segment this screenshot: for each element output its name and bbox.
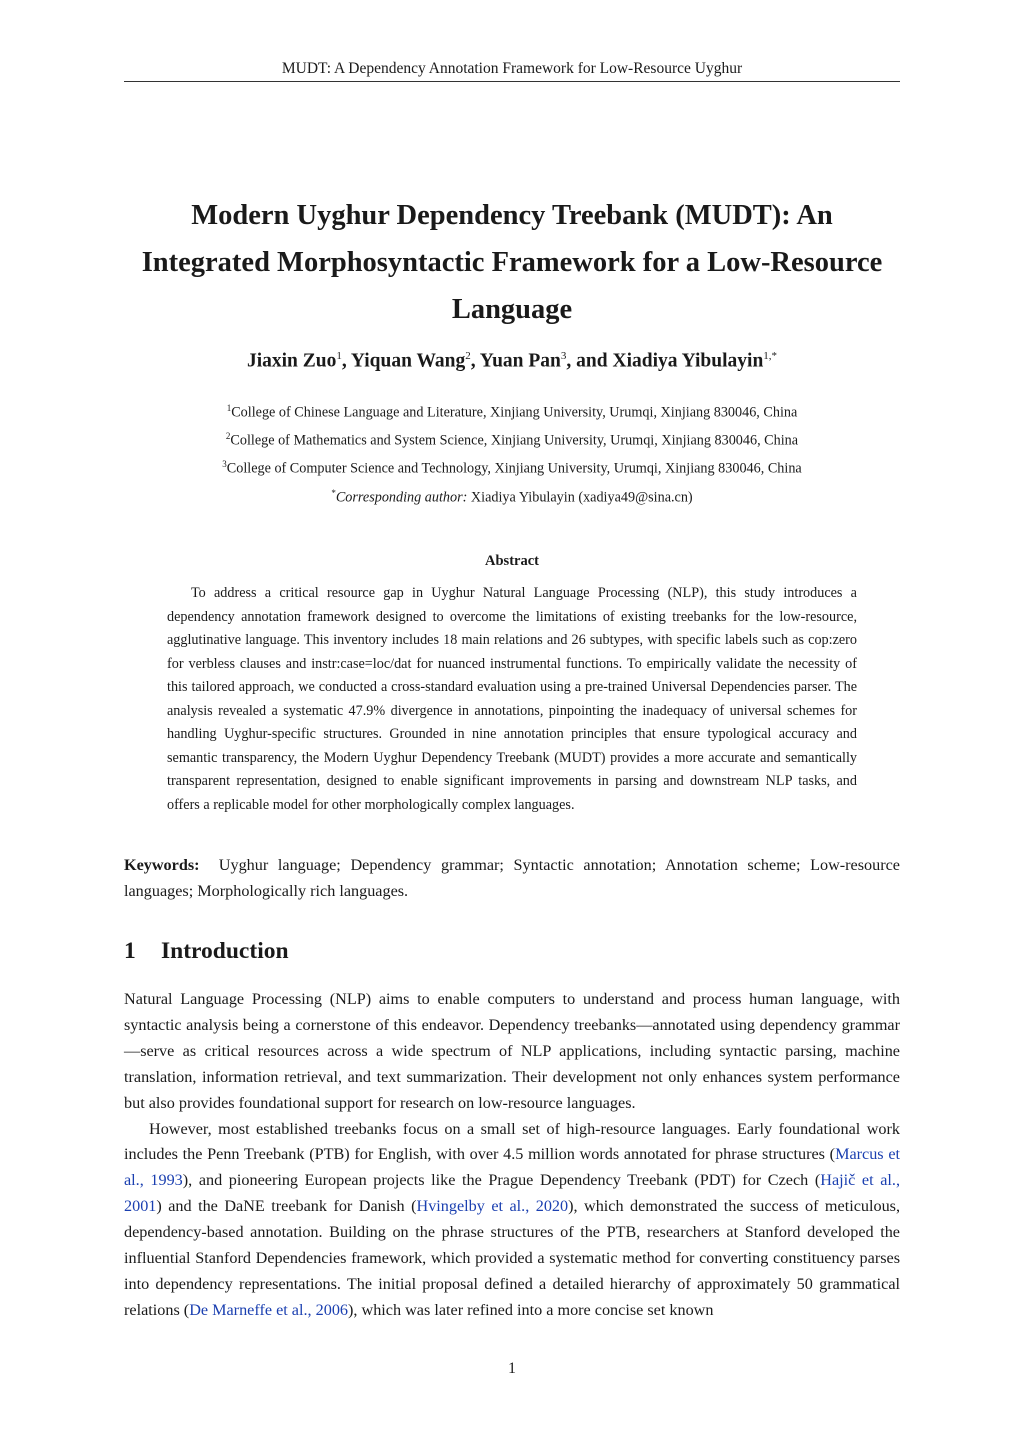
header-rule (124, 81, 900, 82)
affiliation (124, 397, 900, 425)
corresponding-mark: * (331, 487, 336, 498)
author-affil-mark: 1,* (763, 350, 778, 362)
author-affil-mark: 2 (465, 350, 471, 362)
paragraph-text: Natural Language Processing (NLP) aims to enable computers to understand and process human language, with syntactic analysis being a cornerstone of this endeavor. Dependency treebanks—annotated using dependency grammar—serve as critical resources across a wide spectrum of NLP applications, including syntactic parsing, machine translation, information retrieval, and text summarization. Their development not only enhances system performance but also provides foundational support for research on low-resource languages. (124, 990, 900, 1112)
title-line: Integrated Morphosyntactic Framework for a Low-Resource (141, 247, 883, 278)
author-name: Jiaxin Zuo (246, 350, 337, 372)
paragraph-text: ), which was later refined into a more concise set known (348, 1300, 714, 1319)
author-separator: , (470, 350, 480, 372)
page-number: 1 (508, 1360, 516, 1377)
corresponding-author (124, 482, 900, 510)
citation-link[interactable]: Hvingelby et al., 2020 (416, 1197, 569, 1216)
keywords (124, 853, 900, 904)
author-affil-mark: 3 (560, 350, 567, 362)
section-heading (124, 938, 289, 965)
citation-link[interactable]: Marcus et al., 1993 (124, 1145, 901, 1190)
citation-link[interactable]: Hajič et al., 2001 (124, 1171, 900, 1216)
section-title: Introduction (161, 938, 289, 964)
author-separator: , and (566, 350, 613, 372)
paper-title (110, 192, 914, 333)
paragraph-text: However, most established treebanks focus on a small set of high-resource languages. Early foundational work includes the Penn Treebank (PTB) for English, with over 4.5 million words annotated for phrase structures ( (124, 1119, 900, 1164)
paragraph-text: ), and pioneering European projects like the Prague Dependency Treebank (PDT) for Czech ( (182, 1171, 821, 1190)
author-separator: , (341, 350, 351, 372)
corresponding-contact: Xiadiya Yibulayin (xadiya49@sina.cn) (470, 489, 693, 506)
affiliation-mark: 2 (225, 431, 231, 442)
title-line: Language (451, 294, 573, 325)
body-paragraph (124, 1117, 900, 1324)
abstract-heading: Abstract (485, 553, 539, 569)
author-name: Xiadiya Yibulayin (612, 350, 764, 372)
affiliation (124, 425, 900, 453)
affiliation-mark: 1 (226, 403, 232, 413)
keywords-text: Uyghur language; Dependency grammar; Syntactic annotation; Annotation scheme; Low-resource languages; Morphologically rich languages. (124, 856, 900, 900)
corresponding-label: Corresponding author: (335, 489, 468, 506)
keywords-label: Keywords: (124, 856, 200, 874)
affiliation-mark: 3 (222, 459, 227, 470)
affiliation-text: College of Chinese Language and Literature, Xinjiang University, Urumqi, Xinjiang 830046, China (231, 404, 798, 421)
section-body (124, 987, 900, 1324)
author-name: Yuan Pan (479, 350, 561, 372)
abstract-body: To address a critical resource gap in Uyghur Natural Language Processing (NLP), this study introduces a dependency annotation framework designed to overcome the limitations of existing treebanks for the low-resource, agglutinative language. This inventory includes 18 main relations and 26 subtypes, with specific labels such as cop:zero for verbless clauses and instr:case=loc/dat for nuanced instrumental functions. To empirically validate the necessity of this tailored approach, we conducted a cross-standard evaluation using a pre-trained Universal Dependencies parser. The analysis revealed a systematic 47.9% divergence in annotations, pinpointing the inadequacy of universal schemes for handling Uyghur-specific structures. Grounded in nine annotation principles that ensure typological accuracy and semantic transparency, the Modern Uyghur Dependency Treebank (MUDT) provides a more accurate and semantically transparent representation, designed to enable significant improvements in parsing and downstream NLP tasks, and offers a replicable model for other morphologically complex languages. (167, 585, 857, 813)
section-number: 1 (124, 938, 136, 964)
body-paragraph (124, 987, 900, 1117)
author-affil-mark: 1 (336, 350, 342, 362)
paragraph-text: ), which demonstrated the success of meticulous, dependency-based annotation. Building on the phrase structures of the PTB, researchers at Stanford developed the influential Stanford Dependencies framework, which provided a systematic method for converting constituency parses into dependency representations. The initial proposal defined a detailed hierarchy of approximately 50 grammatical relations ( (124, 1197, 901, 1319)
paragraph-text: ) and the DaNE treebank for Danish ( (156, 1197, 417, 1216)
author-list (124, 350, 900, 373)
affiliation-text: College of Mathematics and System Science, Xinjiang University, Urumqi, Xinjiang 830046, China (230, 432, 799, 449)
affiliation (124, 453, 900, 481)
citation-link[interactable]: De Marneffe et al., 2006 (189, 1300, 349, 1319)
affiliations (124, 397, 900, 510)
title-line: Modern Uyghur Dependency Treebank (MUDT): An (191, 200, 833, 231)
affiliation-text: College of Computer Science and Technology, Xinjiang University, Urumqi, Xinjiang 830046, China (226, 461, 802, 478)
author-name: Yiquan Wang (350, 350, 466, 372)
running-head: MUDT: A Dependency Annotation Framework for Low-Resource Uyghur (281, 60, 743, 77)
